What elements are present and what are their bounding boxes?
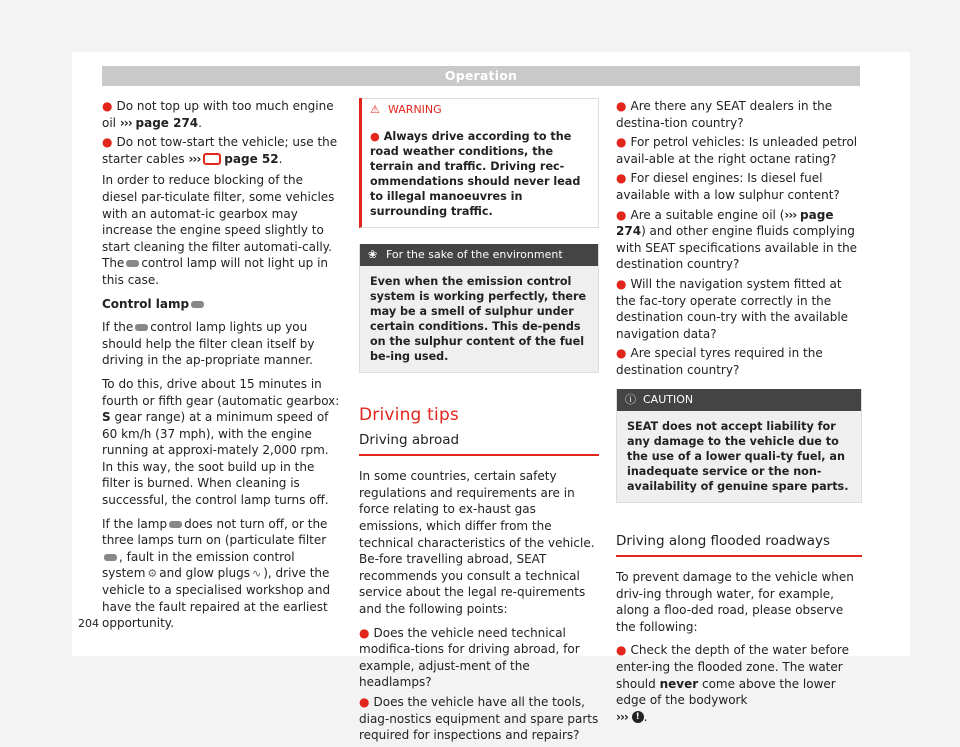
paragraph: If the control lamp lights up you should help the filter clean itself by driving in the ap-propriate manner. — [102, 320, 315, 368]
warning-header: ⚠ WARNING — [362, 98, 598, 121]
subsection-title: Driving along flooded roadways — [616, 533, 862, 558]
warning-reference-icon: ! — [632, 711, 644, 723]
warning-text: ● Always drive according to the road weather conditions, the terrain and traffic. Driving rec-ommendations should never lead to illegal manoeuvres in surrounding traffic. — [362, 121, 598, 227]
column-3 — [616, 98, 862, 728]
environment-text: Even when the emission control system is working perfectly, there may be a smell of sulphur under certain conditions. This de-pends on the sulphur content of the fuel be-ing used. — [360, 266, 598, 372]
particulate-filter-lamp-icon — [104, 554, 117, 561]
page-link[interactable]: page 274 — [616, 207, 834, 239]
environment-icon: ❀ — [368, 248, 378, 261]
caution-icon: ⓘ — [625, 392, 636, 406]
caution-box — [616, 389, 862, 503]
tow-vehicle-icon — [203, 153, 221, 165]
list-item: ● Are special tyres required in the destination country? — [616, 346, 823, 377]
subheading: Control lamp — [102, 296, 340, 313]
page — [72, 52, 910, 743]
particulate-filter-lamp-icon — [135, 324, 148, 331]
list-item: ● Are a suitable engine oil (››› page 274) and other engine fluids complying with SEAT specifications available in the destination country? — [616, 207, 858, 272]
page-link[interactable]: page 52 — [224, 151, 279, 166]
caution-text: SEAT does not accept liability for any damage to the vehicle due to the use of a lower quali-ty fuel, an inadequate service or the non-availability of genuine spare parts. — [617, 411, 861, 502]
list-item: ● Will the navigation system fitted at the fac-tory operate correctly in the destination coun-try with the available navigation data? — [616, 276, 849, 341]
section-title: Driving tips — [359, 405, 459, 425]
list-item: ● Does the vehicle have all the tools, diag-nostics equipment and spare parts required for inspections and repairs? — [359, 694, 599, 743]
list-item: ● Do not tow-start the vehicle; use the starter cables ››› page 52. — [102, 135, 338, 166]
subsection-title: Driving abroad — [359, 432, 599, 457]
column-2 — [359, 98, 599, 747]
warning-box — [359, 98, 599, 228]
environment-box — [359, 244, 599, 373]
environment-header: ❀ For the sake of the environment — [360, 244, 598, 266]
page-number: 204 — [78, 617, 99, 630]
column-1 — [102, 98, 340, 639]
flooded-section — [616, 533, 862, 726]
particulate-filter-lamp-icon — [169, 521, 182, 528]
paragraph: If the lamp does not turn off, or the three lamps turn on (particulate filter, fault in the emission control system ⚙ and glow plugs ∿ ), drive the vehicle to a specialised workshop and have the fault repaired at the earliest opportunity. — [102, 516, 331, 631]
caution-header: ⓘ CAUTION — [617, 389, 861, 411]
paragraph: To do this, drive about 15 minutes in fourth or fifth gear (automatic gearbox: S gear range) at a minimum speed of 60 km/h (37 mph), with the engine running at approxi-mately 2,000 rpm. In this way, the soot build up in the filter is burned. When cleaning is successful, the control lamp turns off. — [102, 376, 340, 508]
section-header: Operation — [102, 66, 860, 86]
list-item: ● Does the vehicle need technical modifica-tions for driving abroad, for example, adjust-ment of the headlamps? — [359, 625, 580, 690]
paragraph: In some countries, certain safety regulations and requirements are in force relating to ex-haust gas emissions, which differ from the technical characteristics of the vehicle. Be-fore travelling abroad, SEAT recommends you consult a technical service about the legal re-quirements and the following points: — [359, 469, 595, 616]
particulate-filter-lamp-icon — [126, 260, 139, 267]
particulate-filter-lamp-icon — [191, 301, 204, 308]
warning-triangle-icon: ⚠ — [370, 103, 380, 116]
paragraph: To prevent damage to the vehicle when driv-ing through water, for example, along a floo-ded road, please observe the following: — [616, 570, 854, 634]
list-item: ● Do not top up with too much engine oil ››› page 274. — [102, 99, 334, 130]
paragraph: In order to reduce blocking of the diesel par-ticulate filter, some vehicles with an automat-ic gearbox may increase the engine speed slightly to start cleaning the filter automati-cally. The control lamp will not light up in this case. — [102, 173, 335, 287]
driving-tips-section — [359, 407, 599, 744]
cross-reference-arrow: ››› — [119, 115, 132, 130]
page-link[interactable]: page 274 — [135, 115, 199, 130]
engine-icon: ⚙ — [147, 566, 158, 580]
list-item: ● Check the depth of the water before enter-ing the flooded zone. The water should never come above the lower edge of the bodywork ››› ! . — [616, 643, 849, 724]
glow-plug-icon: ∿ — [252, 566, 262, 580]
list-item: ● For diesel engines: Is diesel fuel available with a low sulphur content? — [616, 171, 840, 202]
list-item: ● For petrol vehicles: Is unleaded petrol avail-able at the right octane rating? — [616, 135, 858, 166]
list-item: ● Are there any SEAT dealers in the destina-tion country? — [616, 99, 833, 130]
